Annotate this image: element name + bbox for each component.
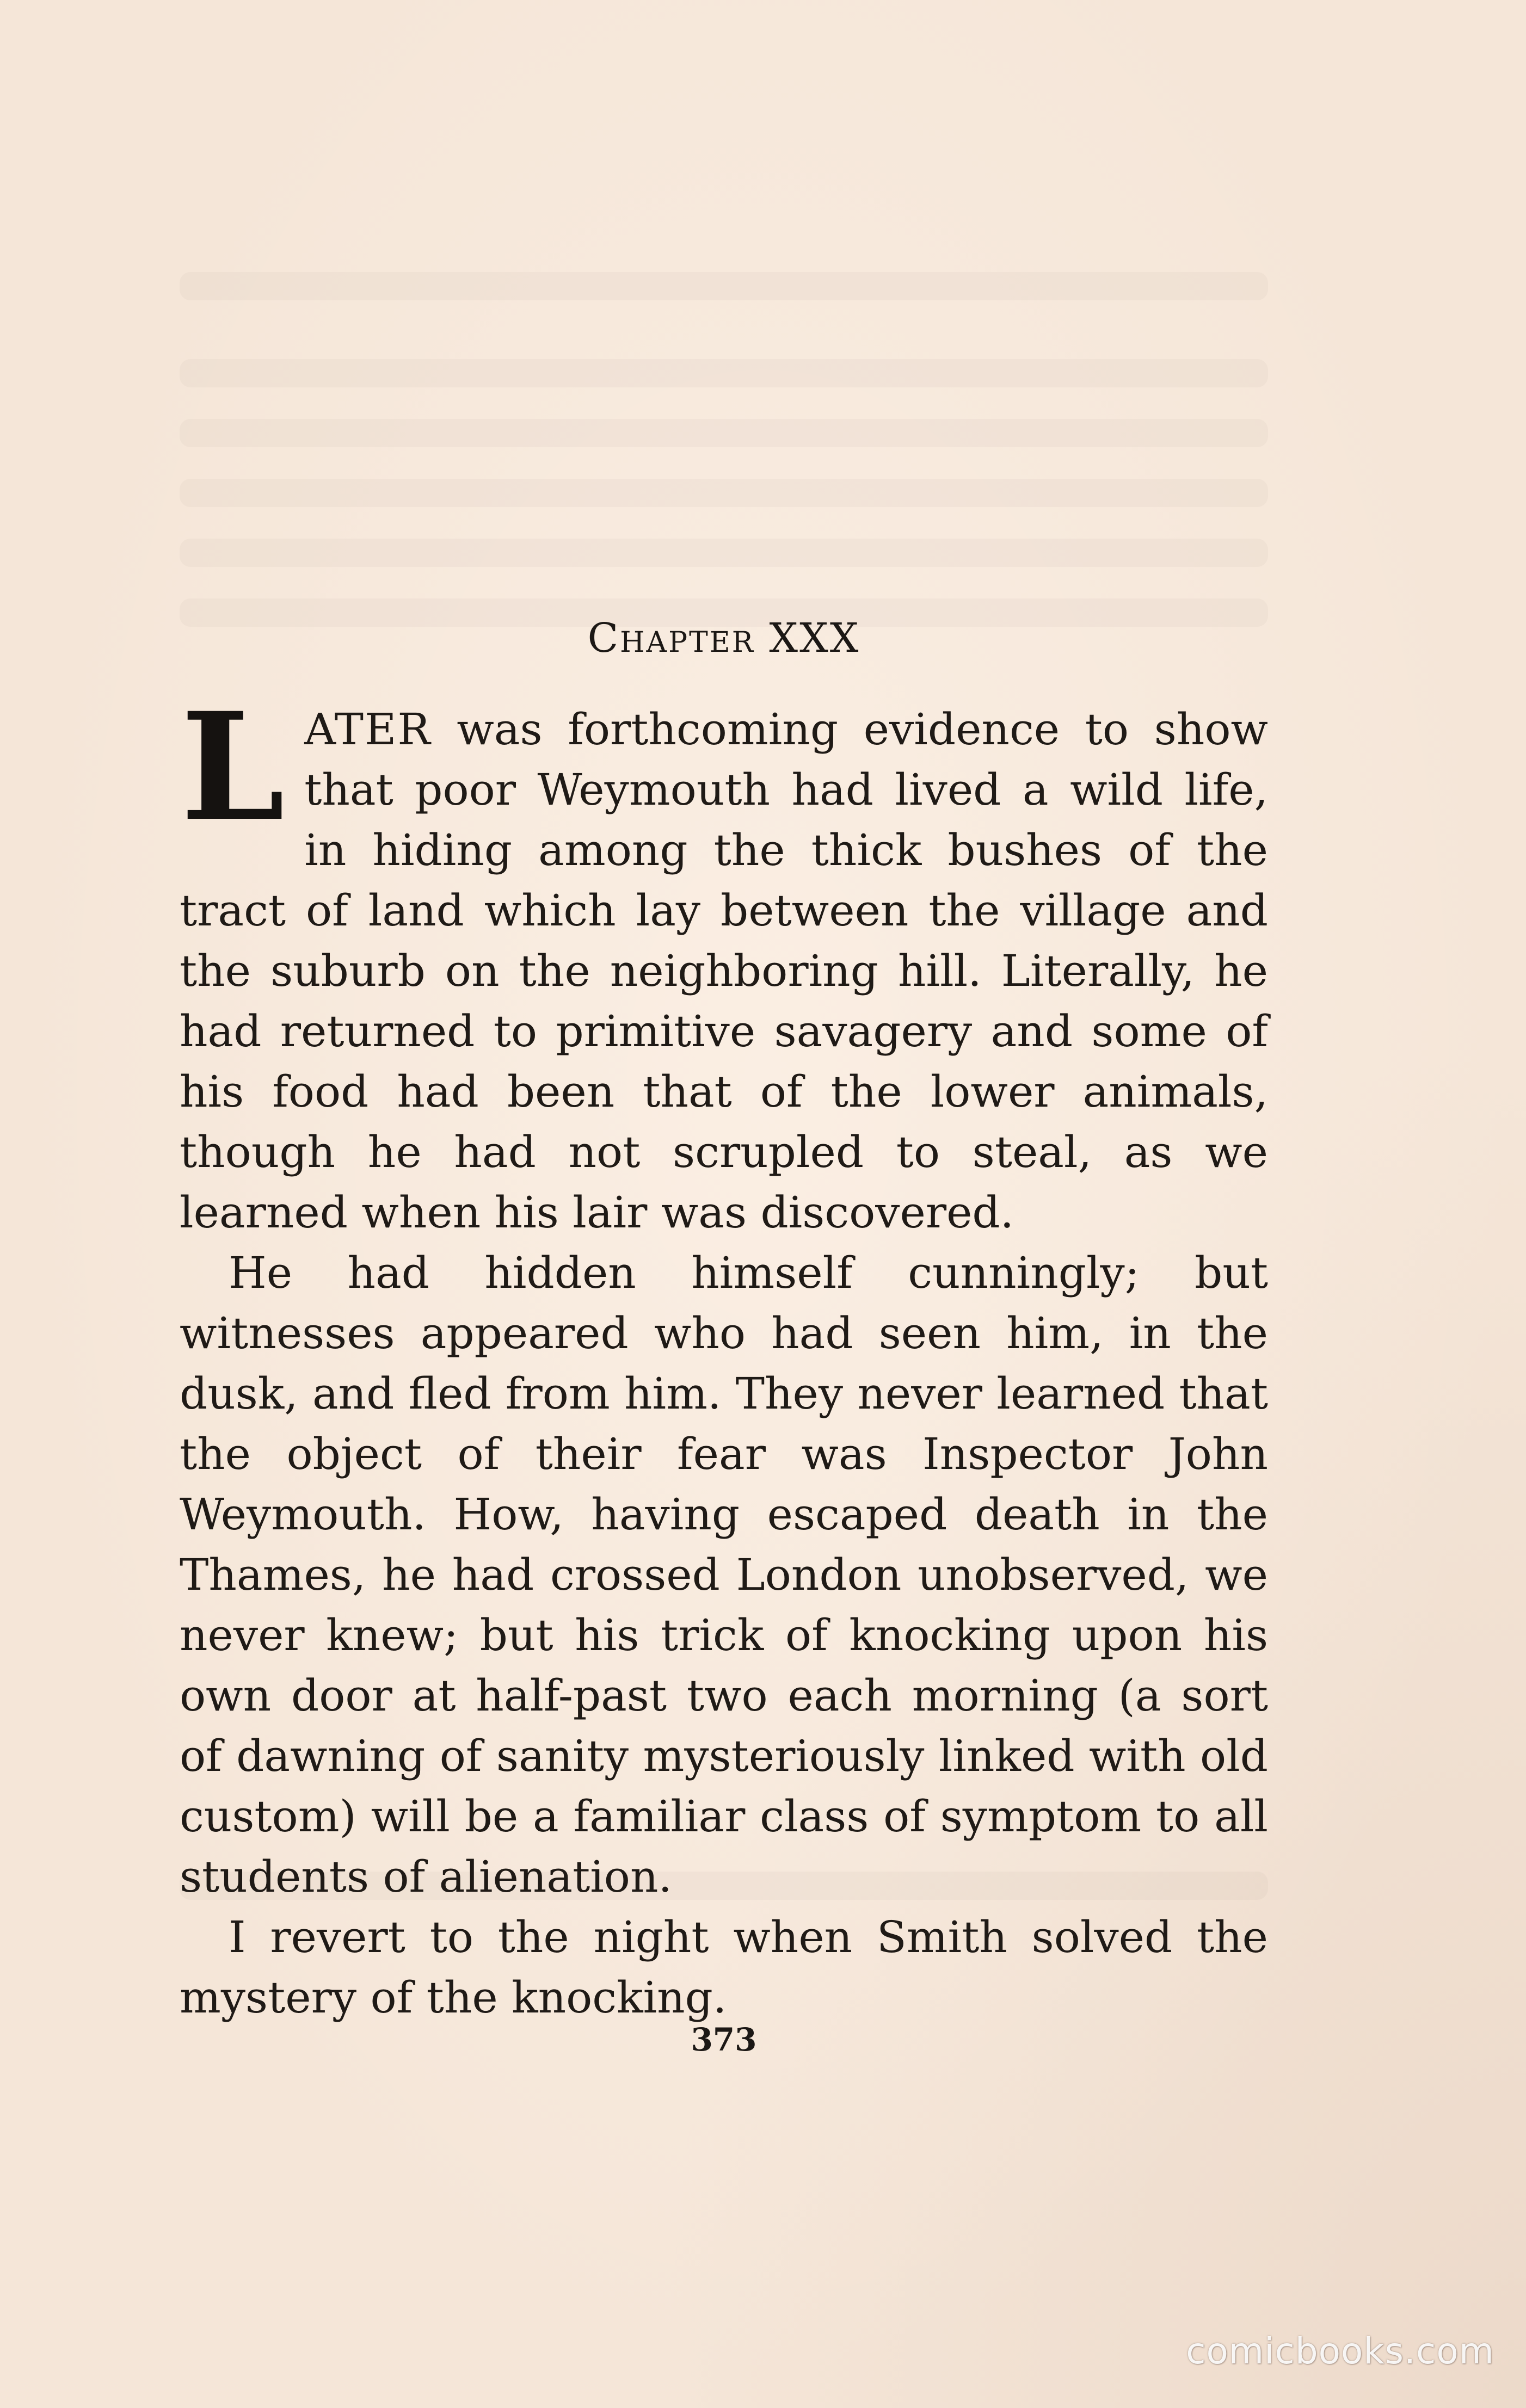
body-text [180,681,1268,2028]
paragraph-2: He had hidden himself cunningly; but witnesses appeared who had seen him, in the dusk, and fled from him. They never learned that the object of their fear was Inspector John Weymouth. How, having escaped death in the Thames, he had crossed London unobserved, we never knew; but his trick of knocking upon his own door at half-past two each morning (a sort of dawning of sanity mysteriously linked with old custom) will be a familiar class of symptom to all students of alienation. [180,1248,1268,1902]
page-number: 373 [691,2021,757,2058]
lead-caps: ATER [304,704,432,755]
chapter-heading: Chapter XXX [587,615,860,662]
paragraph-3: I revert to the night when Smith solved the mystery of the knocking. [180,1912,1268,2023]
paragraph-1-text: was forthcoming evidence to show that poor Weymouth had lived a wild life, in hiding among the thick bushes of the tract of land which lay between the village and the suburb on the neighboring hill. Literally, he had returned to primitive savagery and some of his food had been that of the lower animals, though he had not scrupled to steal, as we learned when his lair was discovered. [180,704,1268,1238]
paragraph-1 [180,681,1268,1243]
watermark: comicbooks.com [1186,2330,1494,2372]
drop-cap: L [181,681,285,854]
